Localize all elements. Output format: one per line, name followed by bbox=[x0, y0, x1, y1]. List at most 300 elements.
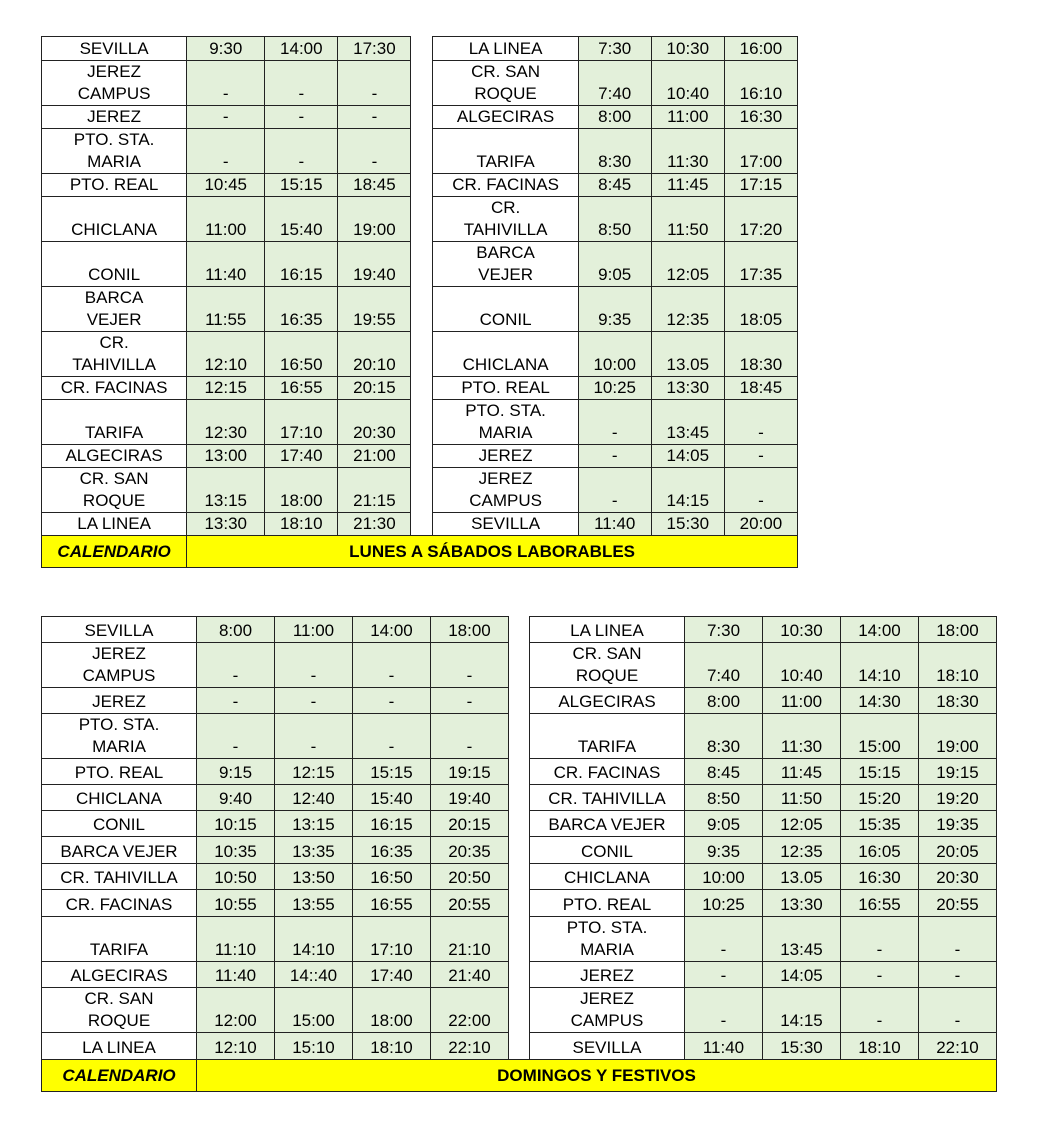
outbound-departure-time: 17:40 bbox=[265, 445, 338, 468]
inbound-departure-time: 10:30 bbox=[763, 617, 841, 643]
inbound-departure-time: - bbox=[685, 988, 763, 1033]
outbound-departure-time: 12:10 bbox=[187, 332, 265, 377]
schedule-row bbox=[42, 197, 798, 242]
outbound-departure-time: 15:00 bbox=[275, 988, 353, 1033]
outbound-stop-name: CONIL bbox=[42, 242, 187, 287]
inbound-departure-time: 14:05 bbox=[651, 445, 724, 468]
inbound-departure-time: 13:30 bbox=[651, 377, 724, 400]
inbound-departure-time: - bbox=[578, 400, 651, 445]
outbound-departure-time: 15:10 bbox=[275, 1033, 353, 1060]
inbound-departure-time: 10:25 bbox=[578, 377, 651, 400]
outbound-departure-time: 12:00 bbox=[197, 988, 275, 1033]
outbound-departure-time: 16:50 bbox=[265, 332, 338, 377]
outbound-departure-time: 11:00 bbox=[187, 197, 265, 242]
outbound-departure-time: 14:00 bbox=[353, 617, 431, 643]
inbound-departure-time: 12:05 bbox=[763, 811, 841, 837]
schedule-row bbox=[42, 1033, 997, 1060]
outbound-departure-time: 15:15 bbox=[265, 174, 338, 197]
outbound-stop-name: ALGECIRAS bbox=[42, 445, 187, 468]
outbound-departure-time: - bbox=[197, 714, 275, 759]
inbound-departure-time: 14:15 bbox=[651, 468, 724, 513]
schedule-row bbox=[42, 242, 798, 287]
inbound-stop-name: TARIFA bbox=[530, 714, 685, 759]
inbound-departure-time: 13:45 bbox=[651, 400, 724, 445]
outbound-departure-time: - bbox=[275, 688, 353, 714]
inbound-departure-time: 15:35 bbox=[841, 811, 919, 837]
inbound-departure-time: 22:10 bbox=[919, 1033, 997, 1060]
inbound-departure-time: 7:40 bbox=[578, 61, 651, 106]
column-gap bbox=[509, 643, 530, 688]
outbound-departure-time: 12:40 bbox=[275, 785, 353, 811]
outbound-departure-time: 18:00 bbox=[431, 617, 509, 643]
inbound-departure-time: 17:00 bbox=[724, 129, 797, 174]
outbound-departure-time: 13:15 bbox=[275, 811, 353, 837]
inbound-departure-time: 11:45 bbox=[651, 174, 724, 197]
outbound-stop-name: JEREZ CAMPUS bbox=[42, 643, 197, 688]
outbound-departure-time: 17:10 bbox=[353, 917, 431, 962]
inbound-departure-time: 8:50 bbox=[685, 785, 763, 811]
column-gap bbox=[509, 688, 530, 714]
outbound-departure-time: - bbox=[275, 714, 353, 759]
schedule-row bbox=[42, 106, 798, 129]
inbound-stop-name: CR. SAN ROQUE bbox=[433, 61, 578, 106]
outbound-departure-time: - bbox=[187, 106, 265, 129]
calendar-value: DOMINGOS Y FESTIVOS bbox=[197, 1060, 997, 1092]
outbound-departure-time: 20:55 bbox=[431, 890, 509, 917]
schedule-row bbox=[42, 917, 997, 962]
inbound-departure-time: 16:55 bbox=[841, 890, 919, 917]
column-gap bbox=[411, 37, 433, 61]
outbound-departure-time: 16:35 bbox=[353, 837, 431, 864]
schedule-table-holidays bbox=[41, 616, 997, 1092]
schedule-row bbox=[42, 468, 798, 513]
inbound-departure-time: 13:45 bbox=[763, 917, 841, 962]
schedule-row bbox=[42, 864, 997, 890]
inbound-departure-time: 20:55 bbox=[919, 890, 997, 917]
outbound-stop-name: LA LINEA bbox=[42, 1033, 197, 1060]
inbound-stop-name: JEREZ CAMPUS bbox=[530, 988, 685, 1033]
outbound-departure-time: 12:10 bbox=[197, 1033, 275, 1060]
outbound-departure-time: 11:00 bbox=[275, 617, 353, 643]
column-gap bbox=[509, 962, 530, 988]
outbound-departure-time: 19:40 bbox=[431, 785, 509, 811]
outbound-stop-name: JEREZ CAMPUS bbox=[42, 61, 187, 106]
outbound-departure-time: - bbox=[275, 643, 353, 688]
outbound-departure-time: 13:50 bbox=[275, 864, 353, 890]
schedule-row bbox=[42, 811, 997, 837]
outbound-stop-name: BARCA VEJER bbox=[42, 287, 187, 332]
column-gap bbox=[411, 197, 433, 242]
outbound-departure-time: - bbox=[431, 643, 509, 688]
inbound-departure-time: 18:10 bbox=[841, 1033, 919, 1060]
outbound-departure-time: 17:40 bbox=[353, 962, 431, 988]
inbound-departure-time: 10:25 bbox=[685, 890, 763, 917]
inbound-stop-name: CR. TAHIVILLA bbox=[530, 785, 685, 811]
outbound-departure-time: 9:15 bbox=[197, 759, 275, 785]
outbound-stop-name: CHICLANA bbox=[42, 197, 187, 242]
schedule-row bbox=[42, 129, 798, 174]
outbound-departure-time: - bbox=[197, 688, 275, 714]
column-gap bbox=[509, 1033, 530, 1060]
outbound-departure-time: 12:15 bbox=[187, 377, 265, 400]
outbound-stop-name: CR. SAN ROQUE bbox=[42, 468, 187, 513]
schedule-row bbox=[42, 174, 798, 197]
outbound-departure-time: 10:55 bbox=[197, 890, 275, 917]
inbound-departure-time: 9:05 bbox=[578, 242, 651, 287]
outbound-departure-time: 20:10 bbox=[338, 332, 411, 377]
inbound-stop-name: BARCA VEJER bbox=[433, 242, 578, 287]
column-gap bbox=[411, 445, 433, 468]
inbound-departure-time: 14:00 bbox=[841, 617, 919, 643]
column-gap bbox=[509, 811, 530, 837]
inbound-stop-name: TARIFA bbox=[433, 129, 578, 174]
inbound-stop-name: CONIL bbox=[530, 837, 685, 864]
outbound-stop-name: ALGECIRAS bbox=[42, 962, 197, 988]
schedule-row bbox=[42, 988, 997, 1033]
column-gap bbox=[509, 890, 530, 917]
inbound-stop-name: PTO. REAL bbox=[530, 890, 685, 917]
inbound-departure-time: 16:30 bbox=[841, 864, 919, 890]
outbound-departure-time: 21:15 bbox=[338, 468, 411, 513]
outbound-departure-time: 9:40 bbox=[197, 785, 275, 811]
inbound-departure-time: 12:05 bbox=[651, 242, 724, 287]
column-gap bbox=[411, 468, 433, 513]
schedule-row bbox=[42, 837, 997, 864]
outbound-departure-time: 16:55 bbox=[265, 377, 338, 400]
inbound-departure-time: - bbox=[685, 917, 763, 962]
column-gap bbox=[411, 174, 433, 197]
inbound-departure-time: 18:00 bbox=[919, 617, 997, 643]
schedule-row bbox=[42, 617, 997, 643]
column-gap bbox=[411, 129, 433, 174]
outbound-departure-time: 9:30 bbox=[187, 37, 265, 61]
inbound-stop-name: ALGECIRAS bbox=[433, 106, 578, 129]
outbound-departure-time: - bbox=[265, 129, 338, 174]
inbound-departure-time: 17:35 bbox=[724, 242, 797, 287]
inbound-stop-name: CHICLANA bbox=[433, 332, 578, 377]
outbound-departure-time: 10:15 bbox=[197, 811, 275, 837]
outbound-departure-time: 16:15 bbox=[265, 242, 338, 287]
inbound-departure-time: 9:35 bbox=[685, 837, 763, 864]
inbound-departure-time: 8:00 bbox=[685, 688, 763, 714]
inbound-stop-name: CR. TAHIVILLA bbox=[433, 197, 578, 242]
inbound-departure-time: 14:30 bbox=[841, 688, 919, 714]
inbound-departure-time: 16:05 bbox=[841, 837, 919, 864]
outbound-stop-name: CR. SAN ROQUE bbox=[42, 988, 197, 1033]
outbound-departure-time: 16:15 bbox=[353, 811, 431, 837]
outbound-departure-time: 21:30 bbox=[338, 513, 411, 536]
outbound-departure-time: - bbox=[187, 61, 265, 106]
inbound-departure-time: 11:30 bbox=[763, 714, 841, 759]
schedule-row bbox=[42, 400, 798, 445]
inbound-departure-time: 20:05 bbox=[919, 837, 997, 864]
schedule-row bbox=[42, 643, 997, 688]
inbound-departure-time: 8:45 bbox=[685, 759, 763, 785]
column-gap bbox=[411, 242, 433, 287]
column-gap bbox=[509, 988, 530, 1033]
schedule-row bbox=[42, 61, 798, 106]
inbound-departure-time: 8:30 bbox=[685, 714, 763, 759]
inbound-departure-time: - bbox=[919, 917, 997, 962]
outbound-stop-name: CR. TAHIVILLA bbox=[42, 864, 197, 890]
outbound-departure-time: 13:35 bbox=[275, 837, 353, 864]
schedule-table-weekdays bbox=[41, 36, 798, 568]
inbound-departure-time: 18:45 bbox=[724, 377, 797, 400]
inbound-departure-time: 18:30 bbox=[919, 688, 997, 714]
inbound-departure-time: 10:40 bbox=[763, 643, 841, 688]
inbound-stop-name: CHICLANA bbox=[530, 864, 685, 890]
inbound-stop-name: CR. FACINAS bbox=[433, 174, 578, 197]
outbound-departure-time: 18:00 bbox=[265, 468, 338, 513]
outbound-departure-time: 15:40 bbox=[265, 197, 338, 242]
outbound-departure-time: 17:10 bbox=[265, 400, 338, 445]
schedule-row bbox=[42, 37, 798, 61]
inbound-departure-time: 14:15 bbox=[763, 988, 841, 1033]
outbound-stop-name: JEREZ bbox=[42, 106, 187, 129]
inbound-departure-time: 11:50 bbox=[763, 785, 841, 811]
inbound-stop-name: PTO. STA. MARIA bbox=[530, 917, 685, 962]
inbound-departure-time: 11:40 bbox=[685, 1033, 763, 1060]
column-gap bbox=[411, 400, 433, 445]
inbound-departure-time: 15:30 bbox=[651, 513, 724, 536]
outbound-stop-name: PTO. REAL bbox=[42, 759, 197, 785]
inbound-departure-time: 18:10 bbox=[919, 643, 997, 688]
outbound-departure-time: 11:55 bbox=[187, 287, 265, 332]
outbound-departure-time: 13:55 bbox=[275, 890, 353, 917]
inbound-departure-time: 13.05 bbox=[651, 332, 724, 377]
column-gap bbox=[509, 759, 530, 785]
column-gap bbox=[509, 864, 530, 890]
column-gap bbox=[411, 287, 433, 332]
inbound-stop-name: JEREZ bbox=[530, 962, 685, 988]
inbound-departure-time: - bbox=[578, 445, 651, 468]
outbound-departure-time: 14:10 bbox=[275, 917, 353, 962]
inbound-departure-time: 15:30 bbox=[763, 1033, 841, 1060]
outbound-departure-time: 10:45 bbox=[187, 174, 265, 197]
inbound-departure-time: 11:45 bbox=[763, 759, 841, 785]
inbound-stop-name: LA LINEA bbox=[433, 37, 578, 61]
inbound-stop-name: PTO. STA. MARIA bbox=[433, 400, 578, 445]
schedule-row bbox=[42, 513, 798, 536]
inbound-departure-time: 10:30 bbox=[651, 37, 724, 61]
inbound-departure-time: 16:00 bbox=[724, 37, 797, 61]
outbound-departure-time: 20:50 bbox=[431, 864, 509, 890]
outbound-departure-time: 21:00 bbox=[338, 445, 411, 468]
outbound-departure-time: 15:40 bbox=[353, 785, 431, 811]
inbound-departure-time: - bbox=[841, 917, 919, 962]
inbound-departure-time: - bbox=[685, 962, 763, 988]
outbound-stop-name: PTO. REAL bbox=[42, 174, 187, 197]
outbound-stop-name: CR. FACINAS bbox=[42, 890, 197, 917]
column-gap bbox=[509, 917, 530, 962]
inbound-departure-time: 19:20 bbox=[919, 785, 997, 811]
outbound-departure-time: - bbox=[187, 129, 265, 174]
outbound-stop-name: SEVILLA bbox=[42, 617, 197, 643]
inbound-departure-time: 17:15 bbox=[724, 174, 797, 197]
inbound-departure-time: 20:30 bbox=[919, 864, 997, 890]
outbound-departure-time: - bbox=[338, 61, 411, 106]
inbound-departure-time: 13:30 bbox=[763, 890, 841, 917]
inbound-stop-name: CR. SAN ROQUE bbox=[530, 643, 685, 688]
outbound-departure-time: 21:10 bbox=[431, 917, 509, 962]
outbound-departure-time: - bbox=[431, 714, 509, 759]
inbound-departure-time: 18:05 bbox=[724, 287, 797, 332]
column-gap bbox=[411, 61, 433, 106]
inbound-departure-time: 19:15 bbox=[919, 759, 997, 785]
inbound-departure-time: 18:30 bbox=[724, 332, 797, 377]
outbound-departure-time: - bbox=[353, 688, 431, 714]
schedule-row bbox=[42, 962, 997, 988]
inbound-departure-time: - bbox=[724, 445, 797, 468]
outbound-stop-name: CR. TAHIVILLA bbox=[42, 332, 187, 377]
outbound-departure-time: - bbox=[265, 106, 338, 129]
outbound-stop-name: SEVILLA bbox=[42, 37, 187, 61]
outbound-departure-time: 10:35 bbox=[197, 837, 275, 864]
inbound-stop-name: JEREZ bbox=[433, 445, 578, 468]
outbound-departure-time: 13:00 bbox=[187, 445, 265, 468]
outbound-departure-time: 11:40 bbox=[187, 242, 265, 287]
inbound-departure-time: 9:05 bbox=[685, 811, 763, 837]
outbound-stop-name: LA LINEA bbox=[42, 513, 187, 536]
calendar-value: LUNES A SÁBADOS LABORABLES bbox=[187, 536, 798, 568]
calendar-row bbox=[42, 1060, 997, 1092]
inbound-departure-time: 17:20 bbox=[724, 197, 797, 242]
outbound-departure-time: 20:35 bbox=[431, 837, 509, 864]
outbound-departure-time: 19:40 bbox=[338, 242, 411, 287]
inbound-departure-time: 11:40 bbox=[578, 513, 651, 536]
schedule-row bbox=[42, 714, 997, 759]
outbound-departure-time: 20:15 bbox=[338, 377, 411, 400]
outbound-departure-time: 18:10 bbox=[265, 513, 338, 536]
outbound-departure-time: 15:15 bbox=[353, 759, 431, 785]
outbound-departure-time: - bbox=[265, 61, 338, 106]
outbound-departure-time: 14:00 bbox=[265, 37, 338, 61]
inbound-departure-time: 13.05 bbox=[763, 864, 841, 890]
outbound-departure-time: - bbox=[197, 643, 275, 688]
inbound-stop-name: PTO. REAL bbox=[433, 377, 578, 400]
outbound-departure-time: 20:15 bbox=[431, 811, 509, 837]
outbound-stop-name: CR. FACINAS bbox=[42, 377, 187, 400]
inbound-departure-time: - bbox=[724, 400, 797, 445]
outbound-departure-time: 18:45 bbox=[338, 174, 411, 197]
column-gap bbox=[411, 513, 433, 536]
inbound-departure-time: 19:35 bbox=[919, 811, 997, 837]
schedule-row bbox=[42, 332, 798, 377]
inbound-stop-name: SEVILLA bbox=[530, 1033, 685, 1060]
outbound-departure-time: 18:10 bbox=[353, 1033, 431, 1060]
outbound-departure-time: 19:00 bbox=[338, 197, 411, 242]
outbound-stop-name: PTO. STA. MARIA bbox=[42, 714, 197, 759]
outbound-departure-time: 21:40 bbox=[431, 962, 509, 988]
column-gap bbox=[411, 106, 433, 129]
inbound-departure-time: 15:00 bbox=[841, 714, 919, 759]
schedule-row bbox=[42, 785, 997, 811]
inbound-departure-time: - bbox=[841, 988, 919, 1033]
calendar-row bbox=[42, 536, 798, 568]
outbound-departure-time: 17:30 bbox=[338, 37, 411, 61]
inbound-departure-time: 10:00 bbox=[578, 332, 651, 377]
outbound-departure-time: 13:30 bbox=[187, 513, 265, 536]
inbound-departure-time: 16:30 bbox=[724, 106, 797, 129]
outbound-stop-name: PTO. STA. MARIA bbox=[42, 129, 187, 174]
inbound-departure-time: 14:10 bbox=[841, 643, 919, 688]
inbound-stop-name: SEVILLA bbox=[433, 513, 578, 536]
inbound-stop-name: BARCA VEJER bbox=[530, 811, 685, 837]
inbound-stop-name: LA LINEA bbox=[530, 617, 685, 643]
column-gap bbox=[509, 837, 530, 864]
column-gap bbox=[411, 377, 433, 400]
inbound-departure-time: 16:10 bbox=[724, 61, 797, 106]
inbound-stop-name: CONIL bbox=[433, 287, 578, 332]
calendar-label: CALENDARIO bbox=[42, 536, 187, 568]
outbound-departure-time: 20:30 bbox=[338, 400, 411, 445]
outbound-departure-time: - bbox=[338, 106, 411, 129]
outbound-departure-time: 19:15 bbox=[431, 759, 509, 785]
outbound-departure-time: 8:00 bbox=[197, 617, 275, 643]
inbound-departure-time: 7:40 bbox=[685, 643, 763, 688]
schedule-row bbox=[42, 890, 997, 917]
inbound-departure-time: 12:35 bbox=[651, 287, 724, 332]
inbound-departure-time: 10:00 bbox=[685, 864, 763, 890]
outbound-departure-time: 10:50 bbox=[197, 864, 275, 890]
inbound-departure-time: 8:00 bbox=[578, 106, 651, 129]
inbound-stop-name: ALGECIRAS bbox=[530, 688, 685, 714]
column-gap bbox=[509, 785, 530, 811]
inbound-departure-time: 20:00 bbox=[724, 513, 797, 536]
schedule-row bbox=[42, 377, 798, 400]
outbound-departure-time: - bbox=[431, 688, 509, 714]
outbound-departure-time: 22:10 bbox=[431, 1033, 509, 1060]
column-gap bbox=[509, 617, 530, 643]
inbound-departure-time: 11:50 bbox=[651, 197, 724, 242]
inbound-departure-time: 8:30 bbox=[578, 129, 651, 174]
inbound-departure-time: 9:35 bbox=[578, 287, 651, 332]
schedule-row bbox=[42, 759, 997, 785]
inbound-departure-time: - bbox=[724, 468, 797, 513]
outbound-stop-name: TARIFA bbox=[42, 917, 197, 962]
schedule-row bbox=[42, 688, 997, 714]
outbound-departure-time: 16:50 bbox=[353, 864, 431, 890]
inbound-departure-time: 8:45 bbox=[578, 174, 651, 197]
outbound-departure-time: 14::40 bbox=[275, 962, 353, 988]
inbound-departure-time: 19:00 bbox=[919, 714, 997, 759]
outbound-departure-time: 12:15 bbox=[275, 759, 353, 785]
outbound-stop-name: CHICLANA bbox=[42, 785, 197, 811]
inbound-departure-time: - bbox=[578, 468, 651, 513]
outbound-departure-time: - bbox=[338, 129, 411, 174]
outbound-departure-time: 12:30 bbox=[187, 400, 265, 445]
schedule-row bbox=[42, 287, 798, 332]
column-gap bbox=[411, 332, 433, 377]
inbound-departure-time: 11:00 bbox=[651, 106, 724, 129]
outbound-departure-time: 16:35 bbox=[265, 287, 338, 332]
inbound-departure-time: 7:30 bbox=[685, 617, 763, 643]
inbound-stop-name: JEREZ CAMPUS bbox=[433, 468, 578, 513]
inbound-departure-time: 7:30 bbox=[578, 37, 651, 61]
inbound-departure-time: 12:35 bbox=[763, 837, 841, 864]
outbound-stop-name: BARCA VEJER bbox=[42, 837, 197, 864]
outbound-departure-time: 18:00 bbox=[353, 988, 431, 1033]
outbound-departure-time: 11:10 bbox=[197, 917, 275, 962]
inbound-departure-time: 15:15 bbox=[841, 759, 919, 785]
outbound-departure-time: 11:40 bbox=[197, 962, 275, 988]
inbound-departure-time: 11:00 bbox=[763, 688, 841, 714]
outbound-stop-name: JEREZ bbox=[42, 688, 197, 714]
outbound-stop-name: TARIFA bbox=[42, 400, 187, 445]
inbound-departure-time: 11:30 bbox=[651, 129, 724, 174]
outbound-departure-time: 16:55 bbox=[353, 890, 431, 917]
column-gap bbox=[509, 714, 530, 759]
